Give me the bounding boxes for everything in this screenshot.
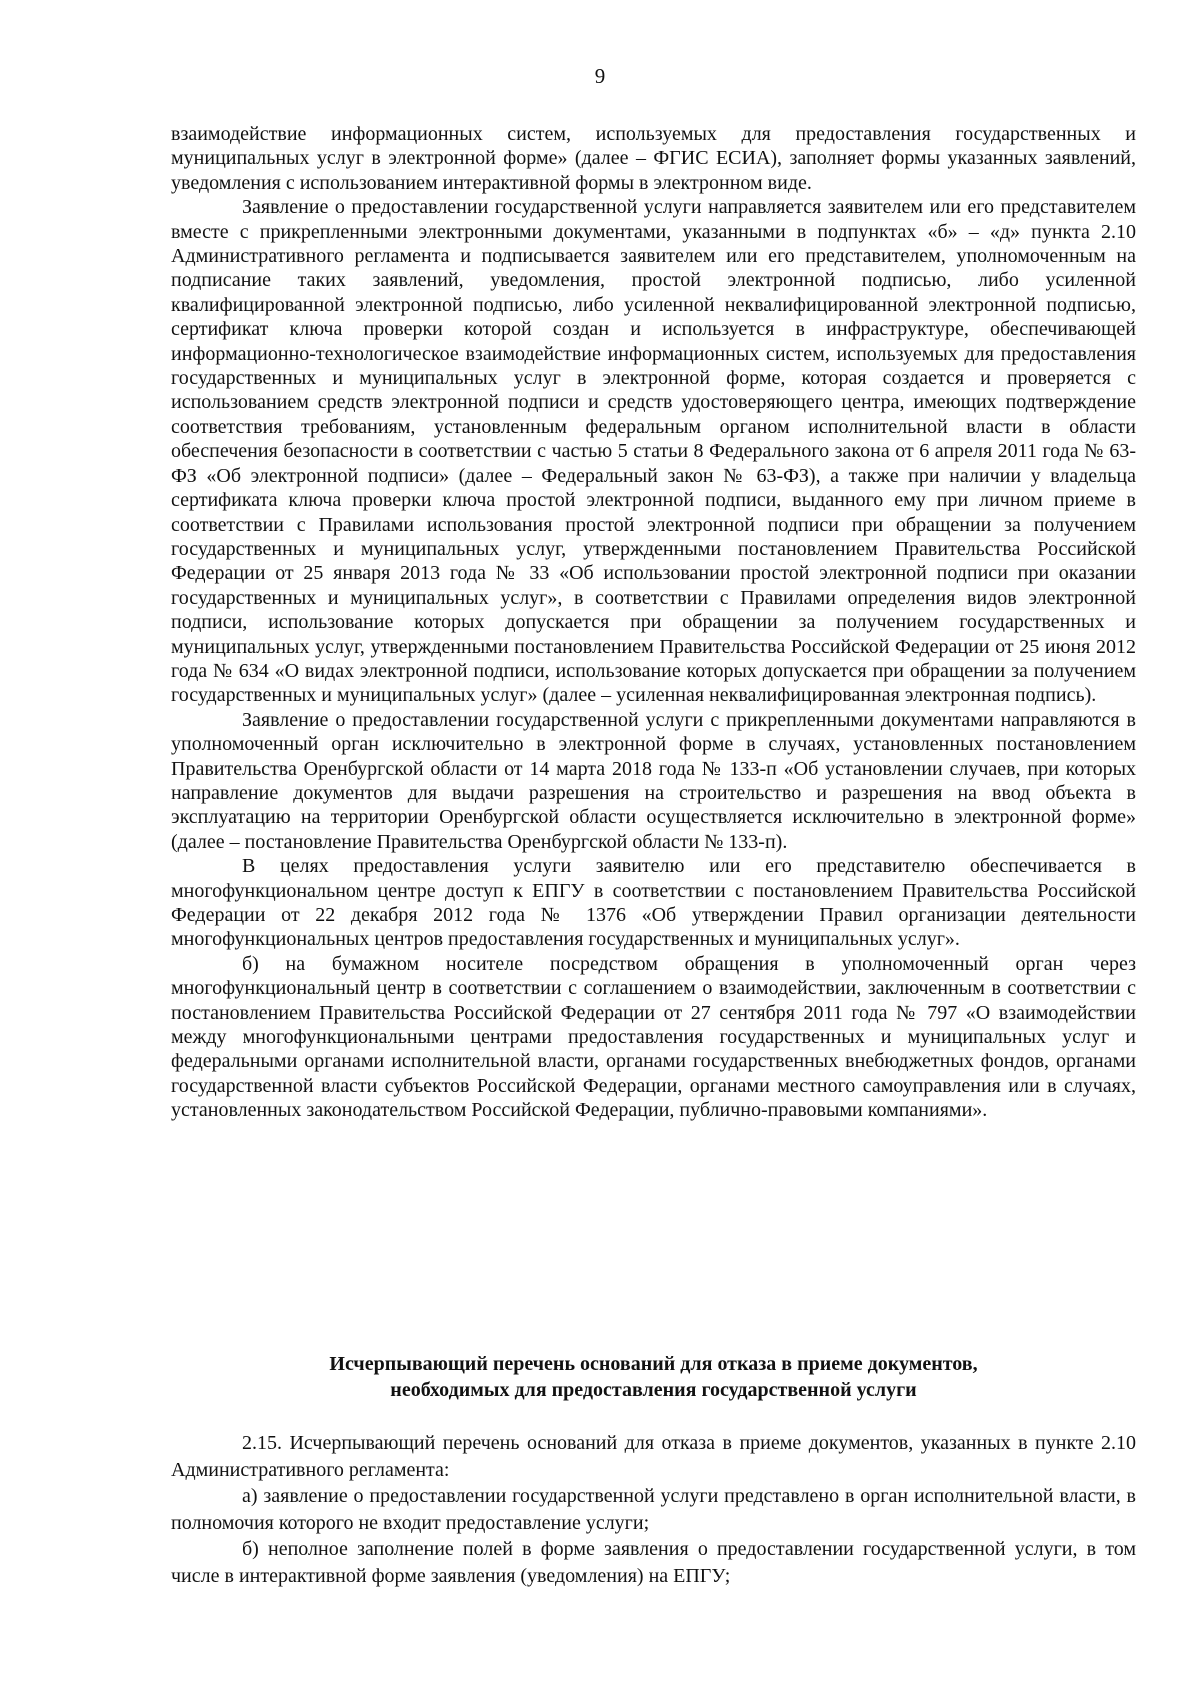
paragraph-continuation: взаимодействие информационных систем, используемых для предоставления государственных и муниципальных услуг в электронной форме» (далее – ФГИС ЕСИА), заполняет формы указанных заявлений, уведомления с использованием интерактивной формы в электронном виде. bbox=[171, 123, 1136, 194]
section-heading-line-2: необходимых для предоставления государственной услуги bbox=[390, 1379, 917, 1401]
body-text bbox=[171, 122, 1136, 1123]
section-body bbox=[171, 1430, 1136, 1589]
paragraph-electronic-form-cases: Заявление о предоставлении государственной услуги с прикрепленными документами направляются в уполномоченный орган исключительно в электронной форме в случаях, установленных постановлением Правительства Оренбургской области от 14 марта 2018 года № 133-п «Об установлении случаев, при которых направление документов для выдачи разрешения на строительство и разрешения на ввод объекта в эксплуатацию на территории Оренбургской области осуществляется исключительно в электронной форме» (далее – постановление Правительства Оренбургской области № 133-п). bbox=[171, 708, 1136, 853]
page-number: 9 bbox=[594, 64, 606, 88]
paragraph-paper-submission: б) на бумажном носителе посредством обращения в уполномоченный орган через многофункциональный центр в соответствии с соглашением о взаимодействии, заключенным в соответствии с постановлением Правительства Российской Федерации от 27 сентября 2011 года № 797 «О взаимодействии между многофункциональными центрами предоставления государственных и муниципальных услуг и федеральными органами исполнительной власти, органами государственных внебюджетных фондов, органами государственной власти субъектов Российской Федерации, органами местного самоуправления или в случаях, установленных законодательством Российской Федерации, публично-правовыми компаниями». bbox=[171, 952, 1136, 1122]
clause-2-15: 2.15. Исчерпывающий перечень оснований для отказа в приеме документов, указанных в пункте 2.10 Административного регламента: bbox=[171, 1432, 1136, 1481]
paragraph-mfc-access: В целях предоставления услуги заявителю или его представителю обеспечивается в многофункциональном центре доступ к ЕПГУ в соответствии с постановлением Правительства Российской Федерации от 22 декабря 2012 года № 1376 «Об утверждении Правил организации деятельности многофункциональных центров предоставления государственных и муниципальных услуг». bbox=[171, 855, 1136, 951]
section-heading-line-1: Исчерпывающий перечень оснований для отказа в приеме документов, bbox=[329, 1353, 978, 1375]
clause-2-15-a: а) заявление о предоставлении государственной услуги представлено в орган исполнительной власти, в полномочия которого не входит предоставление услуги; bbox=[171, 1485, 1136, 1534]
clause-2-15-b: б) неполное заполнение полей в форме заявления о предоставлении государственной услуги, в том числе в интерактивной форме заявления (уведомления) на ЕПГУ; bbox=[171, 1538, 1136, 1587]
section-heading bbox=[171, 1351, 1136, 1403]
paragraph-application-signature: Заявление о предоставлении государственной услуги направляется заявителем или его представителем вместе с прикрепленными электронными документами, указанными в подпунктах «б» – «д» пункта 2.10 Административного регламента и подписывается заявителем или его представителем, уполномоченным на подписание таких заявлений, уведомления, простой электронной подписью, либо усиленной квалифицированной электронной подписью, либо усиленной неквалифицированной электронной подписью, сертификат ключа проверки которой создан и используется в инфраструктуре, обеспечивающей информационно-технологическое взаимодействие информационных систем, используемых для предоставления государственных и муниципальных услуг в электронной форме, которая создается и проверяется с использованием средств электронной подписи и средств удостоверяющего центра, имеющих подтверждение соответствия требованиям, установленным федеральным органом исполнительной власти в области обеспечения безопасности в соответствии с частью 5 статьи 8 Федерального закона от 6 апреля 2011 года № 63-ФЗ «Об электронной подписи» (далее – Федеральный закон № 63-ФЗ), а также при наличии у владельца сертификата ключа проверки ключа простой электронной подписи, выданного ему при личном приеме в соответствии с Правилами использования простой электронной подписи при обращении за получением государственных и муниципальных услуг, утвержденными постановлением Правительства Российской Федерации от 25 января 2013 года № 33 «Об использовании простой электронной подписи при оказании государственных и муниципальных услуг», в соответствии с Правилами определения видов электронной подписи, использование которых допускается при обращении за получением государственных и муниципальных услуг, утвержденными постановлением Правительства Российской Федерации от 25 июня 2012 года № 634 «О видах электронной подписи, использование которых допускается при обращении за получением государственных и муниципальных услуг» (далее – усиленная неквалифицированная электронная подпись). bbox=[171, 196, 1136, 707]
